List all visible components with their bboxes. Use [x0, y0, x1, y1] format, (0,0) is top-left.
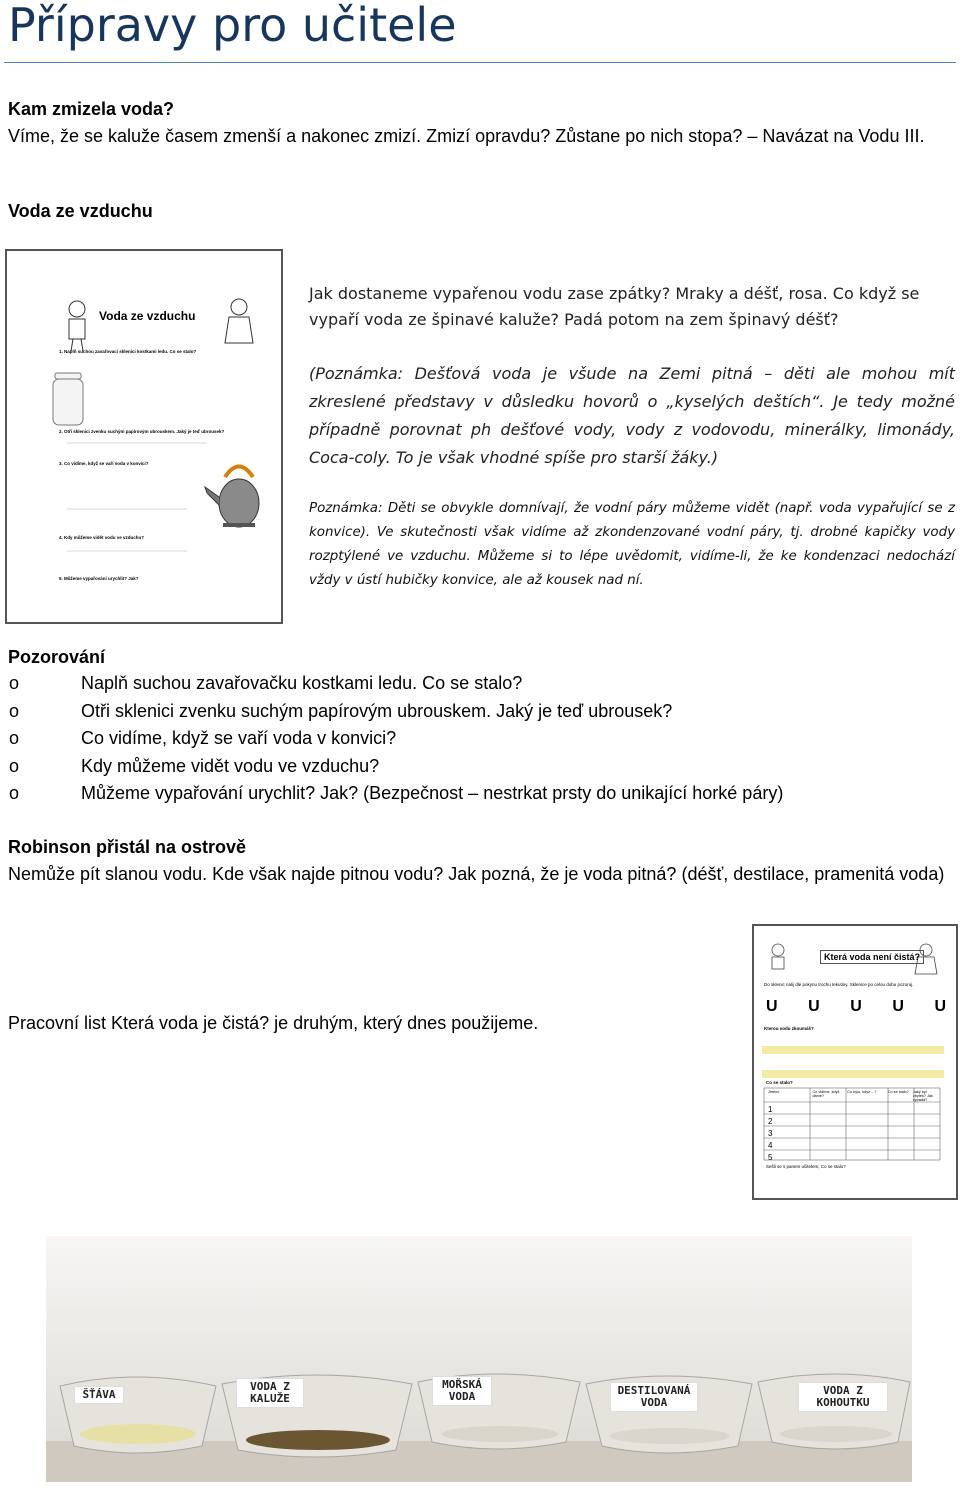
table-row: 2: [768, 1117, 773, 1126]
observation-heading: Pozorování: [8, 647, 106, 667]
table-row: 1: [768, 1105, 773, 1114]
list-item: o Co vidíme, když se vaří voda v konvici?: [9, 728, 397, 748]
worksheet2-title: Která voda není čistá?: [820, 950, 924, 964]
robinson-text: Nemůže pít slanou vodu. Kde však najde pitnou vodu? Jak pozná, že je voda pitná? (déšť, destilace, pramenitá voda): [8, 864, 945, 884]
table-header-cell: Jméno: [768, 1090, 780, 1094]
vessel-letter: U: [850, 998, 862, 1015]
robinson-heading: Robinson přistál na ostrově: [8, 837, 247, 857]
worksheet2-list-heading: Kterou vodu zkoumáš?: [764, 1026, 814, 1031]
worksheet-q4: 4. Kdy můžeme vidět vodu ve vzduchu?: [59, 535, 145, 540]
worksheet-q3: 3. Co vidíme, když se vaří voda v konvici?: [59, 461, 149, 466]
worksheet-q1: 1. Naplň suchou zavařovací sklenici kostkami ledu. Co se stalo?: [59, 349, 197, 354]
intro-heading: Kam zmizela voda?: [8, 99, 175, 119]
table-row: 3: [768, 1129, 773, 1138]
highlight-band: [762, 1046, 944, 1054]
section-heading-air-water: Voda ze vzduchu: [8, 201, 153, 221]
worksheet2-drawing: [754, 926, 956, 1198]
intro-text: Víme, že se kaluže časem zmenší a nakonec zmizí. Zmizí opravdu? Zůstane po nich stopa? – Navázat na Vodu III.: [8, 126, 925, 146]
bowl-label: VODA Z KALUŽE: [236, 1378, 304, 1408]
bowls-photo: [46, 1236, 912, 1482]
section-note-steam: Poznámka: Děti se obvykle domnívají, že vodní páry můžeme vidět (např. voda vypařující se z konvice). Ve skutečnosti však vidíme až zkondenzované vodní páry, tj. drobné kapičky vody rozptýlené ve vzduchu. Můžeme si to lépe uvědomit, vidíme-li, že ke kondenzaci nedochází vždy v ústí hubičky konvice, ale až kousek nad ní.: [309, 501, 955, 588]
vessel-letter: U: [808, 998, 820, 1015]
jar-icon: [53, 373, 83, 425]
table-row: 5: [768, 1153, 773, 1162]
vessel-letter: U: [766, 998, 778, 1015]
worksheet2-row-numbers: [768, 1104, 772, 1164]
kettle-icon: [205, 467, 259, 528]
child-figure-icon: [772, 944, 784, 969]
list-item: o Kdy můžeme vidět vodu ve vzduchu?: [9, 755, 380, 776]
table-header-cell: Co vidíme, když dáme?: [812, 1090, 840, 1098]
bowl-label: VODA Z KOHOUTKU: [798, 1382, 888, 1412]
worksheet-title: Voda ze vzduchu: [99, 309, 196, 323]
worksheet-note: Pracovní list Která voda je čistá? je druhým, který dnes použijeme.: [8, 1013, 539, 1033]
vessel-letters: [766, 998, 946, 1016]
worksheet-thumbnail-air-water: [5, 249, 283, 624]
list-item: o Můžeme vypařování urychlit? Jak? (Bezpečnost – nestrkat prsty do unikající horké páry): [9, 783, 784, 803]
list-item: o Naplň suchou zavařovačku kostkami ledu. Co se stalo?: [9, 673, 523, 693]
table-row: 4: [768, 1141, 773, 1150]
highlight-band: [762, 1070, 944, 1078]
worksheet-thumbnail-clean-water: [752, 924, 958, 1200]
worksheet2-table-header: [768, 1090, 938, 1102]
worksheet-q5: 5. Můžeme vypařování urychlit? Jak?: [59, 576, 139, 581]
observation-list: [8, 670, 954, 808]
table-header-cell: Co se stalo?: [887, 1090, 909, 1094]
section-paragraph: Jak dostaneme vypařenou vodu zase zpátky? Mraky a déšť, rosa. Co když se vypaří voda ze špinavé kaluže? Padá potom na zem špinavý déšť?: [309, 284, 920, 329]
list-item: o Otři sklenici zvenku suchým papírovým ubrouskem. Jaký je teď ubrousek?: [9, 700, 673, 721]
bowl-label: DESTILOVANÁ VODA: [610, 1382, 698, 1412]
table-header-cell: Jaký byl zbytek? Jak vypadá?: [912, 1090, 933, 1102]
worksheet-drawing: [7, 251, 281, 622]
vessel-letter: U: [934, 998, 946, 1015]
worksheet2-what-saw: Co se stalo?: [766, 1080, 793, 1085]
table-header-cell: Co bylo, když ...?: [847, 1090, 877, 1094]
section-note-rain: (Poznámka: Dešťová voda je všude na Zemi pitná – děti ale mohou mít zkreslené představy v důsledku hovorů o „kyselých deštích“. Je tedy možné případně porovnat ph dešťové vody, vody z vodovodu, minerálky, limonády, Coca-coly. To je však vhodné spíše pro starší žáky.): [309, 364, 955, 467]
worksheet2-footer: Sešli se s panem učitelem; Co se stalo?: [766, 1164, 846, 1169]
bowl-label: ŠŤÁVA: [74, 1386, 124, 1404]
bowls-photo-drawing: [46, 1236, 912, 1482]
title-divider: [4, 62, 956, 63]
page-title: Přípravy pro učitele: [8, 0, 457, 52]
worksheet2-intro: Do sklenic nalij dle pokynu trochu tekutiny. Sklenice po celou dobu pozoruj.: [764, 982, 914, 987]
vessel-letter: U: [892, 998, 904, 1015]
child-figure-left-icon: [69, 301, 85, 351]
bowl-label: MOŘSKÁ VODA: [432, 1376, 492, 1406]
child-figure-right-icon: [225, 299, 253, 343]
worksheet-q2: 2. Otři sklenici zvenku suchým papírovým ubrouskem. Jaký je teď ubrousek?: [59, 429, 225, 434]
